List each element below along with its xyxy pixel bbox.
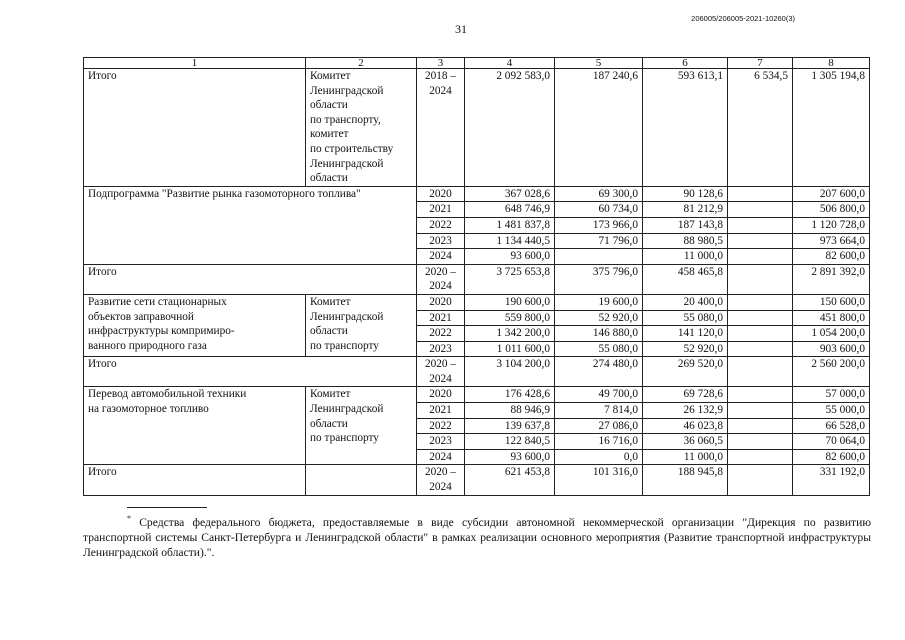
cell-total: 621 453,8 — [465, 465, 555, 495]
year: 2021 — [417, 403, 465, 419]
cell-local — [728, 449, 793, 465]
cell-federal: 27 086,0 — [555, 418, 643, 434]
cell-other: 973 664,0 — [793, 233, 870, 249]
cell-other: 1 305 194,8 — [793, 69, 870, 187]
cell-regional: 20 400,0 — [643, 294, 728, 310]
cell-regional: 88 980,5 — [643, 233, 728, 249]
cell-total: 1 481 837,8 — [465, 217, 555, 233]
row-name: Итого — [84, 69, 306, 187]
cell-total: 1 134 440,5 — [465, 233, 555, 249]
document-id: 206005/206005-2021-10260(3) — [691, 14, 795, 23]
year: 2022 — [417, 418, 465, 434]
cell-regional: 11 000,0 — [643, 249, 728, 265]
cell-regional: 269 520,0 — [643, 357, 728, 387]
table-row — [84, 387, 870, 403]
cell-federal: 16 716,0 — [555, 434, 643, 450]
year: 2022 — [417, 217, 465, 233]
cell-regional: 458 465,8 — [643, 264, 728, 294]
cell-other: 451 800,0 — [793, 310, 870, 326]
cell-federal: 69 300,0 — [555, 186, 643, 202]
col-header: 1 — [84, 58, 306, 69]
period: 2020 – 2024 — [417, 264, 465, 294]
cell-local — [728, 434, 793, 450]
cell-federal: 274 480,0 — [555, 357, 643, 387]
cell-total: 176 428,6 — [465, 387, 555, 403]
cell-federal — [555, 249, 643, 265]
cell-local — [728, 403, 793, 419]
year: 2020 — [417, 387, 465, 403]
cell-federal: 52 920,0 — [555, 310, 643, 326]
cell-local — [728, 357, 793, 387]
cell-total: 367 028,6 — [465, 186, 555, 202]
subprogram-name: Подпрограмма "Развитие рынка газомоторного топлива" — [84, 186, 417, 264]
table-row — [84, 186, 870, 202]
cell-local — [728, 418, 793, 434]
cell-total: 1 342 200,0 — [465, 326, 555, 342]
cell-total: 3 104 200,0 — [465, 357, 555, 387]
col-header: 8 — [793, 58, 870, 69]
cell-total: 122 840,5 — [465, 434, 555, 450]
cell-local: 6 534,5 — [728, 69, 793, 187]
cell-other: 207 600,0 — [793, 186, 870, 202]
year: 2024 — [417, 249, 465, 265]
executor: Комитет Ленинградской области по транспорту — [306, 294, 417, 356]
cell-regional: 188 945,8 — [643, 465, 728, 495]
footnote-text: Средства федерального бюджета, предоставляемые в виде субсидии автономной некоммерческой организации "Дирекция по развитию транспортной системы Санкт-Петербурга и Ленинградской области" в рамках реализации основного мероприятия (Развитие транспортной инфраструктуры Ленинградской области).". — [83, 515, 871, 559]
cell-federal: 187 240,6 — [555, 69, 643, 187]
col-header: 7 — [728, 58, 793, 69]
cell-regional: 11 000,0 — [643, 449, 728, 465]
footnote-marker: * — [127, 514, 131, 523]
cell-federal: 0,0 — [555, 449, 643, 465]
executor: Комитет Ленинградской области по транспорту, комитет по строительству Ленинградской области — [306, 69, 417, 187]
table-row — [84, 357, 870, 387]
activity-name: Перевод автомобильной техники на газомоторное топливо — [84, 387, 306, 465]
cell-total: 139 637,8 — [465, 418, 555, 434]
cell-federal: 71 796,0 — [555, 233, 643, 249]
cell-regional: 81 212,9 — [643, 202, 728, 218]
cell-local — [728, 186, 793, 202]
year: 2023 — [417, 434, 465, 450]
cell-other: 66 528,0 — [793, 418, 870, 434]
page-number: 31 — [455, 22, 467, 36]
year: 2023 — [417, 233, 465, 249]
cell-local — [728, 249, 793, 265]
cell-local — [728, 294, 793, 310]
cell-regional: 593 613,1 — [643, 69, 728, 187]
cell-other: 506 800,0 — [793, 202, 870, 218]
cell-local — [728, 326, 793, 342]
executor: Комитет Ленинградской области по транспорту — [306, 387, 417, 465]
cell-local — [728, 465, 793, 495]
cell-other: 55 000,0 — [793, 403, 870, 419]
year: 2020 — [417, 294, 465, 310]
year: 2023 — [417, 341, 465, 357]
table-row — [84, 69, 870, 187]
cell-regional: 36 060,5 — [643, 434, 728, 450]
cell-total: 1 011 600,0 — [465, 341, 555, 357]
cell-other: 2 891 392,0 — [793, 264, 870, 294]
period: 2020 – 2024 — [417, 357, 465, 387]
cell-federal: 60 734,0 — [555, 202, 643, 218]
row-name: Итого — [84, 264, 417, 294]
cell-other: 331 192,0 — [793, 465, 870, 495]
row-name: Итого — [84, 465, 306, 495]
cell-local — [728, 202, 793, 218]
table-row — [84, 465, 870, 495]
period: 2018 – 2024 — [417, 69, 465, 187]
cell-local — [728, 233, 793, 249]
cell-federal: 19 600,0 — [555, 294, 643, 310]
row-name: Итого — [84, 357, 417, 387]
cell-local — [728, 264, 793, 294]
year: 2020 — [417, 186, 465, 202]
cell-total: 559 800,0 — [465, 310, 555, 326]
cell-local — [728, 387, 793, 403]
activity-name: Развитие сети стационарных объектов заправочной инфраструктуры компримиро- ванного природного газа — [84, 294, 306, 356]
cell-federal: 55 080,0 — [555, 341, 643, 357]
cell-total: 648 746,9 — [465, 202, 555, 218]
cell-other: 57 000,0 — [793, 387, 870, 403]
cell-other: 1 054 200,0 — [793, 326, 870, 342]
cell-federal: 49 700,0 — [555, 387, 643, 403]
cell-local — [728, 341, 793, 357]
footnote — [83, 507, 871, 560]
cell-other: 70 064,0 — [793, 434, 870, 450]
cell-total: 88 946,9 — [465, 403, 555, 419]
cell-federal: 146 880,0 — [555, 326, 643, 342]
cell-regional: 55 080,0 — [643, 310, 728, 326]
year: 2021 — [417, 202, 465, 218]
cell-local — [728, 217, 793, 233]
cell-other: 82 600,0 — [793, 249, 870, 265]
year: 2022 — [417, 326, 465, 342]
cell-regional: 90 128,6 — [643, 186, 728, 202]
year: 2024 — [417, 449, 465, 465]
cell-regional: 52 920,0 — [643, 341, 728, 357]
cell-other: 2 560 200,0 — [793, 357, 870, 387]
cell-total: 93 600,0 — [465, 249, 555, 265]
cell-federal: 375 796,0 — [555, 264, 643, 294]
cell-other: 150 600,0 — [793, 294, 870, 310]
cell-regional: 141 120,0 — [643, 326, 728, 342]
cell-total: 3 725 653,8 — [465, 264, 555, 294]
table-row — [84, 264, 870, 294]
budget-table — [83, 57, 870, 496]
col-header: 5 — [555, 58, 643, 69]
col-header: 6 — [643, 58, 728, 69]
year: 2021 — [417, 310, 465, 326]
column-number-row — [84, 58, 870, 69]
cell-federal: 101 316,0 — [555, 465, 643, 495]
executor — [306, 465, 417, 495]
cell-federal: 7 814,0 — [555, 403, 643, 419]
cell-regional: 187 143,8 — [643, 217, 728, 233]
cell-total: 93 600,0 — [465, 449, 555, 465]
col-header: 4 — [465, 58, 555, 69]
cell-other: 82 600,0 — [793, 449, 870, 465]
table-row — [84, 294, 870, 310]
cell-other: 1 120 728,0 — [793, 217, 870, 233]
cell-regional: 69 728,6 — [643, 387, 728, 403]
cell-local — [728, 310, 793, 326]
cell-federal: 173 966,0 — [555, 217, 643, 233]
col-header: 2 — [306, 58, 417, 69]
cell-regional: 46 023,8 — [643, 418, 728, 434]
col-header: 3 — [417, 58, 465, 69]
cell-other: 903 600,0 — [793, 341, 870, 357]
cell-regional: 26 132,9 — [643, 403, 728, 419]
cell-total: 190 600,0 — [465, 294, 555, 310]
period: 2020 – 2024 — [417, 465, 465, 495]
cell-total: 2 092 583,0 — [465, 69, 555, 187]
